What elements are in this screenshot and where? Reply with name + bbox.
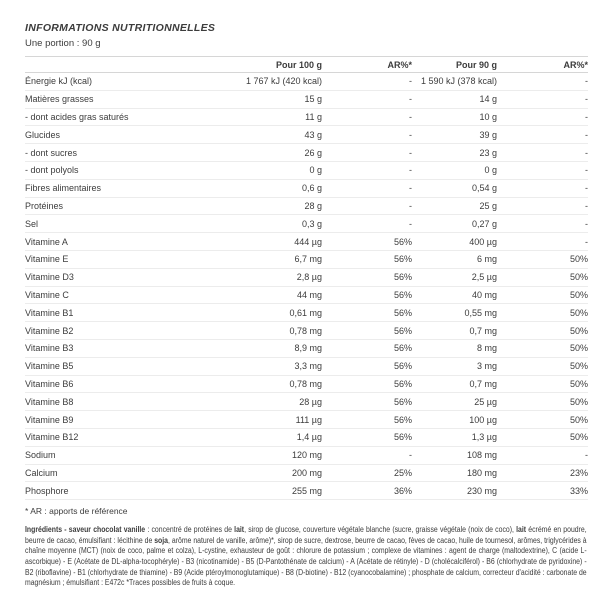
- row-label: Vitamine B5: [25, 357, 175, 375]
- row-value: 56%: [322, 268, 412, 286]
- row-value: 0 g: [175, 161, 322, 179]
- row-value: 2,8 µg: [175, 268, 322, 286]
- table-row: [25, 322, 588, 340]
- row-value: 25 g: [412, 197, 497, 215]
- row-value: 111 µg: [175, 411, 322, 429]
- row-value: 50%: [497, 393, 588, 411]
- table-row: [25, 446, 588, 464]
- row-value: 255 mg: [175, 482, 322, 500]
- row-value: -: [322, 73, 412, 91]
- row-value: -: [322, 161, 412, 179]
- row-value: 50%: [497, 322, 588, 340]
- row-value: -: [322, 144, 412, 162]
- table-row: [25, 286, 588, 304]
- row-value: -: [497, 73, 588, 91]
- row-value: -: [322, 215, 412, 233]
- table-row: [25, 179, 588, 197]
- row-label: Fibres alimentaires: [25, 179, 175, 197]
- table-row: [25, 215, 588, 233]
- row-value: 56%: [322, 428, 412, 446]
- row-value: 50%: [497, 428, 588, 446]
- nutrition-table: [25, 56, 588, 500]
- row-label: Vitamine C: [25, 286, 175, 304]
- table-row: [25, 144, 588, 162]
- row-value: 1 767 kJ (420 kcal): [175, 73, 322, 91]
- row-value: 44 mg: [175, 286, 322, 304]
- row-value: 200 mg: [175, 464, 322, 482]
- row-value: -: [322, 90, 412, 108]
- ingredient-bold-text: Ingrédients - saveur chocolat vanille: [25, 525, 146, 535]
- row-value: 10 g: [412, 108, 497, 126]
- row-value: 0,55 mg: [412, 304, 497, 322]
- portion-subtitle: Une portion : 90 g: [25, 38, 101, 49]
- column-header-label: [25, 57, 175, 73]
- row-value: 100 µg: [412, 411, 497, 429]
- table-row: [25, 357, 588, 375]
- row-label: Vitamine A: [25, 233, 175, 251]
- row-value: 56%: [322, 322, 412, 340]
- row-value: 50%: [497, 250, 588, 268]
- row-value: 56%: [322, 339, 412, 357]
- table-row: [25, 73, 588, 91]
- row-label: Sel: [25, 215, 175, 233]
- table-row: [25, 250, 588, 268]
- row-label: Vitamine B9: [25, 411, 175, 429]
- ingredient-bold-text: lait: [234, 525, 245, 535]
- ingredient-text: : concentré de protéines de: [145, 525, 235, 535]
- row-value: -: [497, 179, 588, 197]
- row-label: Vitamine D3: [25, 268, 175, 286]
- row-value: 8,9 mg: [175, 339, 322, 357]
- row-label: - dont sucres: [25, 144, 175, 162]
- row-value: 50%: [497, 304, 588, 322]
- table-row: [25, 161, 588, 179]
- row-value: -: [322, 126, 412, 144]
- row-label: Sodium: [25, 446, 175, 464]
- row-value: 180 mg: [412, 464, 497, 482]
- table-row: [25, 304, 588, 322]
- row-value: 3,3 mg: [175, 357, 322, 375]
- row-value: 23 g: [412, 144, 497, 162]
- ingredients-paragraph: [25, 525, 587, 589]
- row-value: 0,6 g: [175, 179, 322, 197]
- row-label: Vitamine B8: [25, 393, 175, 411]
- row-value: 444 µg: [175, 233, 322, 251]
- ingredient-bold-text: lait: [516, 525, 527, 535]
- row-value: 43 g: [175, 126, 322, 144]
- row-value: 1,3 µg: [412, 428, 497, 446]
- row-value: 28 g: [175, 197, 322, 215]
- row-value: 6,7 mg: [175, 250, 322, 268]
- row-value: 0,7 mg: [412, 322, 497, 340]
- row-value: 6 mg: [412, 250, 497, 268]
- row-label: - dont acides gras saturés: [25, 108, 175, 126]
- table-row: [25, 197, 588, 215]
- row-value: 0,54 g: [412, 179, 497, 197]
- row-label: Phosphore: [25, 482, 175, 500]
- row-label: - dont polyols: [25, 161, 175, 179]
- row-label: Glucides: [25, 126, 175, 144]
- table-row: [25, 428, 588, 446]
- row-value: 0,27 g: [412, 215, 497, 233]
- row-value: 230 mg: [412, 482, 497, 500]
- ingredient-text: , arôme naturel de vanille, arôme)*, sirop de sucre, dextrose, beurre de cacao, fèves de cacao, huile de tournesol, arômes, triglycérides à chaîne moyenne (MCT) (noix de coco, palme et colza), L-cystine, exhausteur de goût : chlorure de potassium ; complexe de vitamines : agent de charge (maltodextrine), C (acide L-ascorbique) - E (Acétate de DL-alpha-tocophéryle) - B3 (nicotinamide) - B5 (D-Pantothénate de calcium) - A (Acétate de rétinyle) - D (cholécalciférol) - B6 (chlorhydrate de pyridoxine) - B2 (riboflavine) - B1 (chlorhydrate de thiamine) - B9 (Acide ptéroylmonoglutamique) - B8 (D-biotine) - B12 (cyanocobalamine) ; phosphate de calcium, correcteur d'acidité : carbonate de magnésium ; émulsifiant : E472c *Traces possibles de fruits à coque.: [25, 535, 587, 588]
- row-label: Vitamine B3: [25, 339, 175, 357]
- row-value: 50%: [497, 375, 588, 393]
- row-value: -: [497, 215, 588, 233]
- table-row: [25, 108, 588, 126]
- ingredient-text: écrémé en poudre, beurre de cacao, émulsifiant : lécithine de: [25, 525, 587, 545]
- row-value: 28 µg: [175, 393, 322, 411]
- row-value: 50%: [497, 268, 588, 286]
- row-value: 15 g: [175, 90, 322, 108]
- row-value: 56%: [322, 233, 412, 251]
- row-value: 56%: [322, 250, 412, 268]
- row-value: 2,5 µg: [412, 268, 497, 286]
- row-value: -: [497, 126, 588, 144]
- row-value: 25 µg: [412, 393, 497, 411]
- row-value: 40 mg: [412, 286, 497, 304]
- row-value: 36%: [322, 482, 412, 500]
- row-value: 1,4 µg: [175, 428, 322, 446]
- row-label: Vitamine B6: [25, 375, 175, 393]
- row-value: 33%: [497, 482, 588, 500]
- table-row: [25, 375, 588, 393]
- row-value: 3 mg: [412, 357, 497, 375]
- row-value: 0,78 mg: [175, 375, 322, 393]
- row-value: -: [497, 446, 588, 464]
- row-value: -: [497, 90, 588, 108]
- row-value: 23%: [497, 464, 588, 482]
- table-row: [25, 339, 588, 357]
- table-row: [25, 233, 588, 251]
- row-value: 56%: [322, 411, 412, 429]
- row-value: 11 g: [175, 108, 322, 126]
- row-value: 0,61 mg: [175, 304, 322, 322]
- row-value: 108 mg: [412, 446, 497, 464]
- table-row: [25, 90, 588, 108]
- row-value: 50%: [497, 411, 588, 429]
- table-row: [25, 393, 588, 411]
- ingredient-text: , sirop de glucose, couverture végétale blanche (sucre, graisse végétale (noix de coco),: [244, 525, 517, 535]
- table-row: [25, 268, 588, 286]
- ar-footnote: * AR : apports de référence: [25, 506, 128, 517]
- row-value: 56%: [322, 393, 412, 411]
- row-value: -: [322, 197, 412, 215]
- row-label: Protéines: [25, 197, 175, 215]
- row-value: 120 mg: [175, 446, 322, 464]
- row-label: Vitamine B1: [25, 304, 175, 322]
- row-value: 50%: [497, 339, 588, 357]
- row-value: 26 g: [175, 144, 322, 162]
- row-label: Vitamine B2: [25, 322, 175, 340]
- page-title: INFORMATIONS NUTRITIONNELLES: [25, 22, 216, 34]
- row-value: -: [497, 197, 588, 215]
- table-row: [25, 411, 588, 429]
- row-value: 56%: [322, 304, 412, 322]
- column-header-per100g: Pour 100 g: [175, 57, 322, 73]
- row-value: 56%: [322, 286, 412, 304]
- row-value: 0,7 mg: [412, 375, 497, 393]
- row-value: 0,3 g: [175, 215, 322, 233]
- row-value: 50%: [497, 286, 588, 304]
- row-value: 39 g: [412, 126, 497, 144]
- column-header-ar90: AR%*: [497, 57, 588, 73]
- row-label: Énergie kJ (kcal): [25, 73, 175, 91]
- table-row: [25, 464, 588, 482]
- row-value: -: [497, 161, 588, 179]
- row-label: Matières grasses: [25, 90, 175, 108]
- column-header-ar100: AR%*: [322, 57, 412, 73]
- row-value: 0 g: [412, 161, 497, 179]
- row-value: 25%: [322, 464, 412, 482]
- row-value: 8 mg: [412, 339, 497, 357]
- table-row: [25, 482, 588, 500]
- row-value: -: [322, 179, 412, 197]
- row-value: 56%: [322, 375, 412, 393]
- row-value: 0,78 mg: [175, 322, 322, 340]
- row-value: 50%: [497, 357, 588, 375]
- row-value: -: [497, 108, 588, 126]
- row-value: -: [497, 144, 588, 162]
- row-value: 56%: [322, 357, 412, 375]
- row-label: Vitamine B12: [25, 428, 175, 446]
- table-header-row: [25, 57, 588, 73]
- table-row: [25, 126, 588, 144]
- row-value: 14 g: [412, 90, 497, 108]
- column-header-per90g: Pour 90 g: [412, 57, 497, 73]
- row-value: -: [322, 446, 412, 464]
- document-header: [25, 22, 588, 49]
- row-value: 400 µg: [412, 233, 497, 251]
- row-value: -: [322, 108, 412, 126]
- row-label: Vitamine E: [25, 250, 175, 268]
- row-label: Calcium: [25, 464, 175, 482]
- ingredient-bold-text: soja: [154, 535, 169, 545]
- row-value: -: [497, 233, 588, 251]
- row-value: 1 590 kJ (378 kcal): [412, 73, 497, 91]
